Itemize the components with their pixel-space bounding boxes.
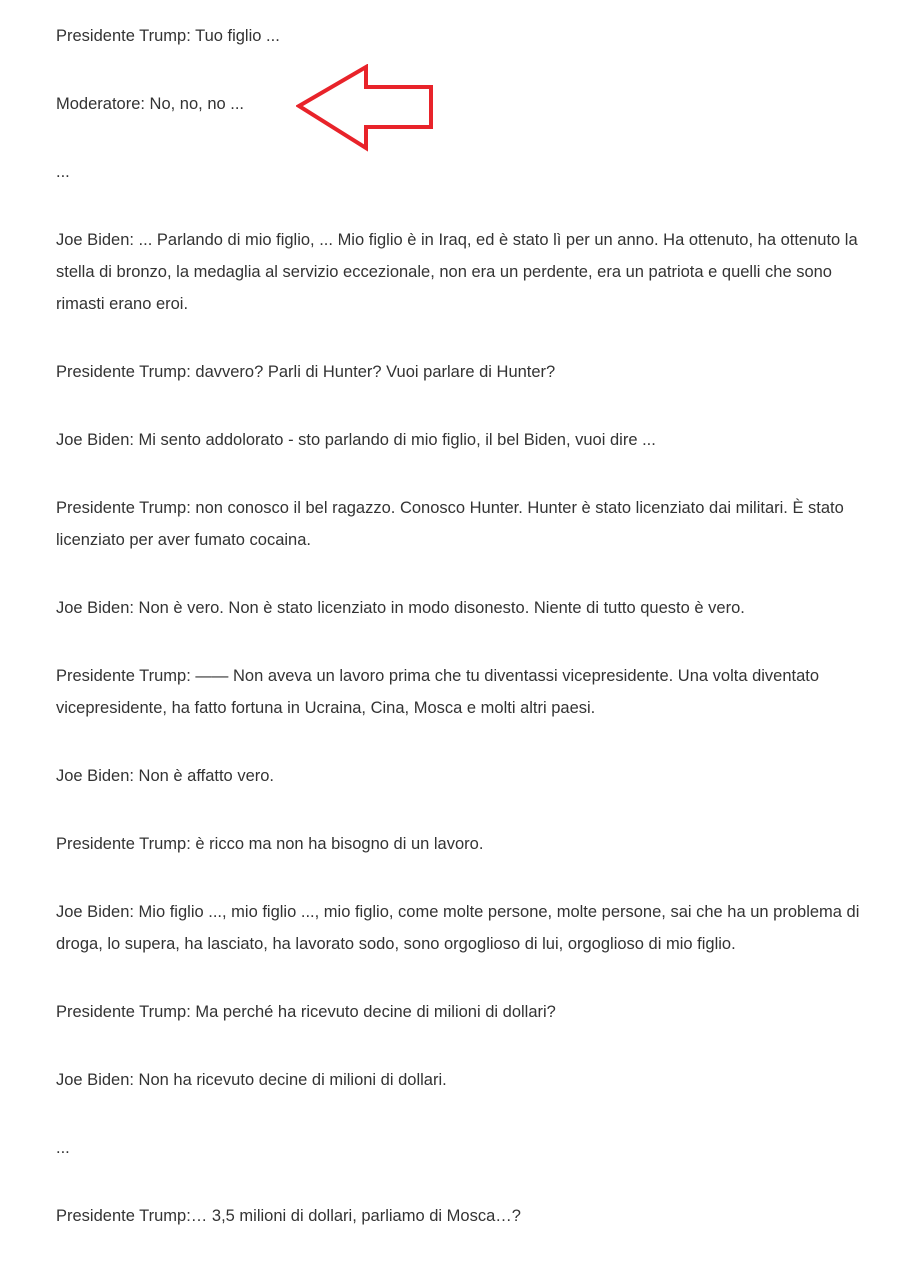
paragraph-trump-3: Presidente Trump: non conosco il bel ragazzo. Conosco Hunter. Hunter è stato licenziato dai militari. È stato licenziato per aver fumato cocaina. bbox=[56, 499, 844, 549]
paragraph-moderator: Moderatore: No, no, no ... bbox=[56, 95, 245, 113]
paragraph-trump-6: Presidente Trump: Ma perché ha ricevuto decine di milioni di dollari? bbox=[56, 1003, 556, 1021]
paragraph-biden-3: Joe Biden: Non è vero. Non è stato licenziato in modo disonesto. Niente di tutto questo è vero. bbox=[56, 599, 745, 617]
paragraph-trump-1: Presidente Trump: Tuo figlio ... bbox=[56, 27, 280, 45]
arrow-outline bbox=[299, 67, 431, 148]
paragraph-biden-1: Joe Biden: ... Parlando di mio figlio, ... Mio figlio è in Iraq, ed è stato lì per un anno. Ha ottenuto, ha ottenuto la stella di bronzo, la medaglia al servizio eccezionale, non era un perdente, era un patriota e quelli che sono rimasti erano eroi. bbox=[56, 231, 858, 313]
paragraph-biden-5: Joe Biden: Mio figlio ..., mio figlio ..., mio figlio, come molte persone, molte persone, sai che ha un problema di droga, lo supera, ha lasciato, ha lavorato sodo, sono orgoglioso di lui, orgoglioso di mio figlio. bbox=[56, 903, 860, 953]
paragraph-trump-2: Presidente Trump: davvero? Parli di Hunter? Vuoi parlare di Hunter? bbox=[56, 363, 556, 381]
paragraph-trump-5: Presidente Trump: è ricco ma non ha bisogno di un lavoro. bbox=[56, 835, 484, 853]
paragraph-trump-7: Presidente Trump:… 3,5 milioni di dollari, parliamo di Mosca…? bbox=[56, 1207, 521, 1225]
paragraph-trump-4: Presidente Trump: —— Non aveva un lavoro prima che tu diventassi vicepresidente. Una volta diventato vicepresidente, ha fatto fortuna in Ucraina, Cina, Mosca e molti altri paesi. bbox=[56, 667, 820, 717]
left-arrow-icon bbox=[296, 64, 434, 152]
paragraph-biden-6: Joe Biden: Non ha ricevuto decine di milioni di dollari. bbox=[56, 1071, 447, 1089]
paragraph-biden-4: Joe Biden: Non è affatto vero. bbox=[56, 767, 275, 785]
paragraph-biden-2: Joe Biden: Mi sento addolorato - sto parlando di mio figlio, il bel Biden, vuoi dire ... bbox=[56, 431, 656, 449]
paragraph-ellipsis-2: ... bbox=[56, 1139, 70, 1157]
paragraph-ellipsis-1: ... bbox=[56, 163, 70, 181]
